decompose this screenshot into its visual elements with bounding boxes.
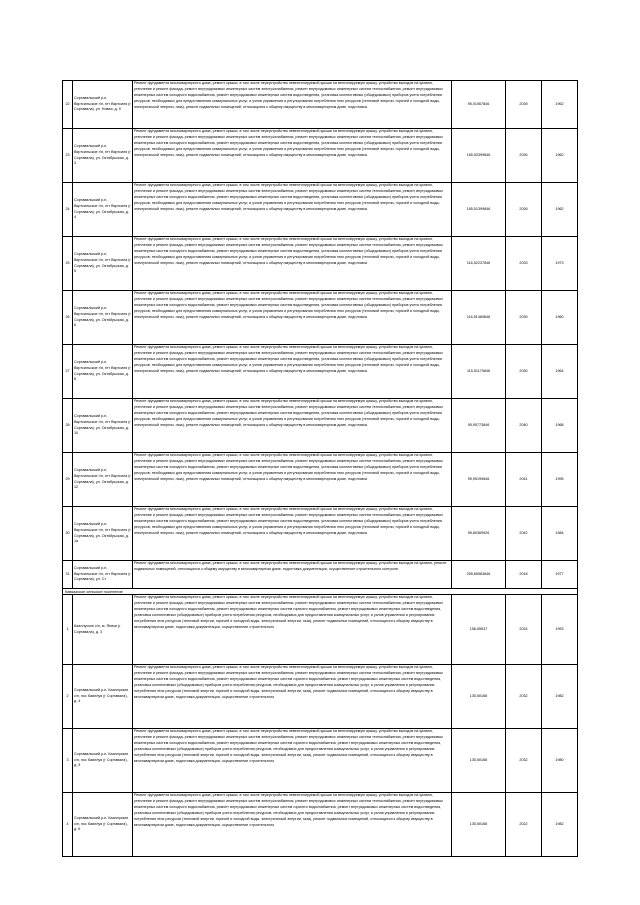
cell-n: 2 <box>63 665 73 729</box>
cell-year2: 1993 <box>542 595 578 665</box>
cell-work: Ремонт фундамента многоквартирного дома, ремонт крыши, в том числе переустройство невентилируемой крыши на вентилируемую крышу, устройство выходов на кровлю, утепление и ремонт фасада, ремонт внутридомовых инженерных систем электроснабжения, ремонт внутридомовых инженерных систем теплоснабжения, ремонт внутридомовых инженерных систем холодного водоснабжения, ремонт внутридомовых инженерных систем горячего водоснабжения, ремонт внутридомовых инженерных систем водоотведения, установка коллективных (общедомовых) приборов учета потребления ресурсов, необходимых для предоставления коммунальных услуг, и узлов управления и регулирования потребления этих ресурсов (тепловой энергии, горячей и холодной воды, электрической энергии, газа), ремонт подвальных помещений, относящихся к общему имуществу в многоквартирном доме, подготовка документации, осуществление строительного <box>133 793 452 857</box>
cell-sum: 165,51399846 <box>452 183 506 237</box>
cell-sum: 255,65983846 <box>452 561 506 589</box>
table-body <box>63 81 578 857</box>
cell-year2: 1973 <box>542 237 578 291</box>
cell-year1: 2039 <box>506 291 542 345</box>
cell-sum: 95,80369926 <box>452 507 506 561</box>
cell-address: Сортавальский р-н, Вяртсильское г/п, пгт Вяртсиля (г Сортавала), ул. Ст <box>73 561 133 589</box>
cell-sum: 135,50168 <box>452 729 506 793</box>
cell-year2: 1982 <box>542 665 578 729</box>
cell-n: 1 <box>63 595 73 665</box>
cell-n: 22 <box>63 81 73 129</box>
cell-work: Ремонт фундамента многоквартирного дома, ремонт крыши, в том числе переустройство невентилируемой крыши на вентилируемую крышу, устройство выходов на кровлю, утепление и ремонт фасада, ремонт внутридомовых инженерных систем электроснабжения, ремонт внутридомовых инженерных систем теплоснабжения, ремонт внутридомовых инженерных систем холодного водоснабжения, ремонт внутридомовых инженерных систем водоотведения, установка коллективных (общедомовых) приборов учета потребления ресурсов, необходимых для предоставления коммунальных услуг, и узлов управления и регулирования потребления этих ресурсов (тепловой энергии, горячей и холодной воды, электрической энергии, газа), ремонт подвальных помещений, относящихся к общему имуществу в многоквартирном доме, подготовка <box>133 237 452 291</box>
cell-sum: 116,51489846 <box>452 291 506 345</box>
cell-n: 27 <box>63 345 73 399</box>
cell-n: 3 <box>63 729 73 793</box>
table-row <box>63 729 578 793</box>
cell-address: Сортавальский р-н, Кааллуское с/п, пос Кааллуя (г Сортавала), д. 4 <box>73 665 133 729</box>
cell-n: 23 <box>63 129 73 183</box>
cell-year1: 2032 <box>506 665 542 729</box>
cell-year2: 1982 <box>542 793 578 857</box>
table-row <box>63 561 578 589</box>
section-title: Кавказское сельское поселение <box>63 589 578 595</box>
cell-year1: 2026 <box>506 183 542 237</box>
cell-n: 31 <box>63 561 73 589</box>
cell-year2: 1962 <box>542 183 578 237</box>
cell-year2: 1960 <box>542 291 578 345</box>
cell-work: Ремонт фундамента многоквартирного дома, ремонт крыши, в том числе переустройство невентилируемой крыши на вентилируемую крышу, устройство выходов на кровлю, утепление и ремонт фасада, ремонт внутридомовых инженерных систем электроснабжения, ремонт внутридомовых инженерных систем теплоснабжения, ремонт внутридомовых инженерных систем холодного водоснабжения, ремонт внутридомовых инженерных систем водоотведения, установка коллективных (общедомовых) приборов учета потребления ресурсов, необходимых для предоставления коммунальных услуг, и узлов управления и регулирования потребления этих ресурсов (тепловой энергии, горячей и холодной воды, электрической энергии, газа), ремонт подвальных помещений, относящихся к общему имуществу в многоквартирном доме, подготовка <box>133 183 452 237</box>
cell-sum: 165,53399846 <box>452 129 506 183</box>
cell-work: Ремонт фундамента многоквартирного дома, ремонт крыши, в том числе переустройство невентилируемой крыши на вентилируемую крышу, устройство выходов на кровлю, утепление и ремонт фасада, ремонт внутридомовых инженерных систем электроснабжения, ремонт внутридомовых инженерных систем теплоснабжения, ремонт внутридомовых инженерных систем холодного водоснабжения, ремонт внутридомовых инженерных систем водоотведения, установка коллективных (общедомовых) приборов учета потребления ресурсов, необходимых для предоставления коммунальных услуг, и узлов управления и регулирования потребления этих ресурсов (тепловой энергии, горячей и холодной воды, электрической энергии, газа), ремонт подвальных помещений, относящихся к общему имуществу в многоквартирном доме, подготовка <box>133 345 452 399</box>
cell-address: Сортавальский р-н, Вяртсильское г/п, пгт Вяртсиля (г Сортавала), ул. Октябрьская, д. 8 <box>73 345 133 399</box>
cell-n: 26 <box>63 291 73 345</box>
cell-year2: 1977 <box>542 561 578 589</box>
cell-year1: 2032 <box>506 729 542 793</box>
cell-n: 24 <box>63 183 73 237</box>
table-row <box>63 793 578 857</box>
table-row <box>63 237 578 291</box>
cell-year2: 1962 <box>542 129 578 183</box>
cell-year2: 1980 <box>542 729 578 793</box>
cell-sum: 95,95773846 <box>452 399 506 453</box>
table-row <box>63 291 578 345</box>
cell-work: Ремонт фундамента многоквартирного дома, ремонт крыши, в том числе переустройство невентилируемой крыши на вентилируемую крышу, устройство выходов на кровлю, ремонт подвальных помещений, относящихся к общему имуществу в многоквартирном доме, подготовка документации, осуществление строительного контроля <box>133 561 452 589</box>
cell-year1: 2022 <box>506 793 542 857</box>
cell-n: 4 <box>63 793 73 857</box>
cell-n: 28 <box>63 399 73 453</box>
cell-address: Сортавальский р-н, Вяртсильское г/п, пгт Вяртсиля (г Сортавала), ул. Октябрьская, д. 5 <box>73 237 133 291</box>
cell-year2: 1964 <box>542 345 578 399</box>
cell-work: Ремонт фундамента многоквартирного дома, ремонт крыши, в том числе переустройство невентилируемой крыши на вентилируемую крышу, устройство выходов на кровлю, утепление и ремонт фасада, ремонт внутридомовых инженерных систем электроснабжения, ремонт внутридомовых инженерных систем теплоснабжения, ремонт внутридомовых инженерных систем холодного водоснабжения, ремонт внутридомовых инженерных систем горячего водоснабжения, ремонт внутридомовых инженерных систем водоотведения, установка коллективных (общедомовых) приборов учета потребления ресурсов, необходимых для предоставления коммунальных услуг, и узлов управления и регулирования потребления этих ресурсов (тепловой энергии, горячей и холодной воды, электрической энергии, газа), ремонт подвальных помещений, относящихся к общему имуществу в многоквартирном доме, подготовка документации, осуществление строительного <box>133 665 452 729</box>
table-row <box>63 665 578 729</box>
cell-year2: 1984 <box>542 507 578 561</box>
cell-year1: 2042 <box>506 507 542 561</box>
table-row <box>63 595 578 665</box>
cell-year1: 2040 <box>506 399 542 453</box>
cell-year2: 1962 <box>542 81 578 129</box>
cell-address: Сортавальский р-н, Вяртсильское г/п, пгт Вяртсиля (г Сортавала), ул. Новая, д. 9 <box>73 81 133 129</box>
cell-address: Сортавальский р-н, Вяртсильское г/п, пгт Вяртсиля (г Сортавала), ул. Октябрьская, д. 10 <box>73 399 133 453</box>
document-page <box>62 80 577 857</box>
cell-address: Сортавальский р-н, Вяртсильское г/п, пгт Вяртсиля (г Сортавала), ул. Октябрьская, д. 1а <box>73 507 133 561</box>
cell-work: Ремонт фундамента многоквартирного дома, ремонт крыши, в том числе переустройство невентилируемой крыши на вентилируемую крышу, устройство выходов на кровлю, утепление и ремонт фасада, ремонт внутридомовых инженерных систем электроснабжения, ремонт внутридомовых инженерных систем теплоснабжения, ремонт внутридомовых инженерных систем холодного водоснабжения, ремонт внутридомовых инженерных систем горячего водоснабжения, ремонт внутридомовых инженерных систем водоотведения, установка коллективных (общедомовых) приборов учета потребления ресурсов, необходимых для предоставления коммунальных услуг, и узлов управления и регулирования потребления этих ресурсов (тепловой энергии, горячей и холодной воды, электрической энергии, газа), ремонт подвальных помещений, относящихся к общему имуществу в многоквартирном доме, подготовка документации, осуществление строительного <box>133 595 452 665</box>
cell-work: Ремонт фундамента многоквартирного дома, ремонт крыши, в том числе переустройство невентилируемой крыши на вентилируемую крышу, устройство выходов на кровлю, утепление и ремонт фасада, ремонт внутридомовых инженерных систем электроснабжения, ремонт внутридомовых инженерных систем теплоснабжения, ремонт внутридомовых инженерных систем холодного водоснабжения, ремонт внутридомовых инженерных систем водоотведения, установка коллективных (общедомовых) приборов учета потребления ресурсов, необходимых для предоставления коммунальных услуг, и узлов управления и регулирования потребления этих ресурсов (тепловой энергии, горячей и холодной воды, электрической энергии, газа), ремонт подвальных помещений, относящихся к общему имуществу в многоквартирном доме, подготовка <box>133 81 452 129</box>
table-row <box>63 129 578 183</box>
cell-work: Ремонт фундамента многоквартирного дома, ремонт крыши, в том числе переустройство невентилируемой крыши на вентилируемую крышу, устройство выходов на кровлю, утепление и ремонт фасада, ремонт внутридомовых инженерных систем электроснабжения, ремонт внутридомовых инженерных систем теплоснабжения, ремонт внутридомовых инженерных систем холодного водоснабжения, ремонт внутридомовых инженерных систем водоотведения, установка коллективных (общедомовых) приборов учета потребления ресурсов, необходимых для предоставления коммунальных услуг, и узлов управления и регулирования потребления этих ресурсов (тепловой энергии, горячей и холодной воды, электрической энергии, газа), ремонт подвальных помещений, относящихся к общему имуществу в многоквартирном доме, подготовка <box>133 129 452 183</box>
cell-address: Сортавальский р-н, Вяртсильское г/п, пгт Вяртсиля (г Сортавала), ул. Октябрьская, д. 3 <box>73 129 133 183</box>
cell-sum: 115,51179846 <box>452 345 506 399</box>
cell-address: Сортавальский р-н, Кааллуское с/п, пос Кааллуя (г Сортавала), д. 6 <box>73 793 133 857</box>
table-row <box>63 345 578 399</box>
cell-year1: 2024 <box>506 595 542 665</box>
cell-year1: 2026 <box>506 129 542 183</box>
cell-n: 25 <box>63 237 73 291</box>
cell-year1: 2039 <box>506 81 542 129</box>
cell-work: Ремонт фундамента многоквартирного дома, ремонт крыши, в том числе переустройство невентилируемой крыши на вентилируемую крышу, устройство выходов на кровлю, утепление и ремонт фасада, ремонт внутридомовых инженерных систем электроснабжения, ремонт внутридомовых инженерных систем теплоснабжения, ремонт внутридомовых инженерных систем холодного водоснабжения, ремонт внутридомовых инженерных систем водоотведения, установка коллективных (общедомовых) приборов учета потребления ресурсов, необходимых для предоставления коммунальных услуг, и узлов управления и регулирования потребления этих ресурсов (тепловой энергии, горячей и холодной воды, электрической энергии, газа), ремонт подвальных помещений, относящихся к общему имуществу в многоквартирном доме, подготовка <box>133 507 452 561</box>
cell-year1: 2030 <box>506 345 542 399</box>
cell-n: 30 <box>63 507 73 561</box>
cell-sum: 116,52237846 <box>452 237 506 291</box>
cell-sum: 135,50168 <box>452 793 506 857</box>
table-row <box>63 183 578 237</box>
capital-repair-table <box>62 80 578 857</box>
cell-sum: 95,01067846 <box>452 81 506 129</box>
cell-address: Сортавальский р-н, Вяртсильское г/п, пгт Вяртсиля (г Сортавала), ул. Октябрьская, д. 12 <box>73 453 133 507</box>
cell-work: Ремонт фундамента многоквартирного дома, ремонт крыши, в том числе переустройство невентилируемой крыши на вентилируемую крышу, устройство выходов на кровлю, утепление и ремонт фасада, ремонт внутридомовых инженерных систем электроснабжения, ремонт внутридомовых инженерных систем теплоснабжения, ремонт внутридомовых инженерных систем холодного водоснабжения, ремонт внутридомовых инженерных систем водоотведения, установка коллективных (общедомовых) приборов учета потребления ресурсов, необходимых для предоставления коммунальных услуг, и узлов управления и регулирования потребления этих ресурсов (тепловой энергии, горячей и холодной воды, электрической энергии, газа), ремонт подвальных помещений, относящихся к общему имуществу в многоквартирном доме, подготовка <box>133 291 452 345</box>
cell-work: Ремонт фундамента многоквартирного дома, ремонт крыши, в том числе переустройство невентилируемой крыши на вентилируемую крышу, устройство выходов на кровлю, утепление и ремонт фасада, ремонт внутридомовых инженерных систем электроснабжения, ремонт внутридомовых инженерных систем теплоснабжения, ремонт внутридомовых инженерных систем холодного водоснабжения, ремонт внутридомовых инженерных систем водоотведения, установка коллективных (общедомовых) приборов учета потребления ресурсов, необходимых для предоставления коммунальных услуг, и узлов управления и регулирования потребления этих ресурсов (тепловой энергии, горячей и холодной воды, электрической энергии, газа), ремонт подвальных помещений, относящихся к общему имуществу в многоквартирном доме, подготовка <box>133 399 452 453</box>
cell-year2: 1968 <box>542 399 578 453</box>
table-row <box>63 453 578 507</box>
table-row <box>63 507 578 561</box>
cell-work: Ремонт фундамента многоквартирного дома, ремонт крыши, в том числе переустройство невентилируемой крыши на вентилируемую крышу, устройство выходов на кровлю, утепление и ремонт фасада, ремонт внутридомовых инженерных систем электроснабжения, ремонт внутридомовых инженерных систем теплоснабжения, ремонт внутридомовых инженерных систем холодного водоснабжения, ремонт внутридомовых инженерных систем водоотведения, установка коллективных (общедомовых) приборов учета потребления ресурсов, необходимых для предоставления коммунальных услуг, и узлов управления и регулирования потребления этих ресурсов (тепловой энергии, горячей и холодной воды, электрической энергии, газа), ремонт подвальных помещений, относящихся к общему имуществу в многоквартирном доме, подготовка <box>133 453 452 507</box>
table-row <box>63 81 578 129</box>
cell-sum: 95,95199846 <box>452 453 506 507</box>
cell-year2: 1995 <box>542 453 578 507</box>
cell-address: Сортавальский р-н, Кааллуское с/п, пос Кааллуя (г Сортавала), д. 5 <box>73 729 133 793</box>
cell-sum: 135,50168 <box>452 665 506 729</box>
cell-address: Сортавальский р-н, Вяртсильское г/п, пгт Вяртсиля (г Сортавала), ул. Октябрьская, д. 4 <box>73 183 133 237</box>
cell-year1: 2033 <box>506 237 542 291</box>
cell-n: 29 <box>63 453 73 507</box>
cell-sum: 156,55537 <box>452 595 506 665</box>
table-row <box>63 399 578 453</box>
cell-address: Сортавальский р-н, Вяртсильское г/п, пгт Вяртсиля (г Сортавала), ул. Октябрьская, д. 6 <box>73 291 133 345</box>
cell-year1: 2018 <box>506 561 542 589</box>
cell-work: Ремонт фундамента многоквартирного дома, ремонт крыши, в том числе переустройство невентилируемой крыши на вентилируемую крышу, устройство выходов на кровлю, утепление и ремонт фасада, ремонт внутридомовых инженерных систем электроснабжения, ремонт внутридомовых инженерных систем теплоснабжения, ремонт внутридомовых инженерных систем холодного водоснабжения, ремонт внутридомовых инженерных систем горячего водоснабжения, ремонт внутридомовых инженерных систем водоотведения, установка коллективных (общедомовых) приборов учета потребления ресурсов, необходимых для предоставления коммунальных услуг, и узлов управления и регулирования потребления этих ресурсов (тепловой энергии, горячей и холодной воды, электрической энергии, газа), ремонт подвальных помещений, относящихся к общему имуществу в многоквартирном доме, подготовка документации, осуществление строительного <box>133 729 452 793</box>
cell-address: Кааллуское с/п, м. Яники (г Сортавала), д. 3 <box>73 595 133 665</box>
cell-year1: 2041 <box>506 453 542 507</box>
